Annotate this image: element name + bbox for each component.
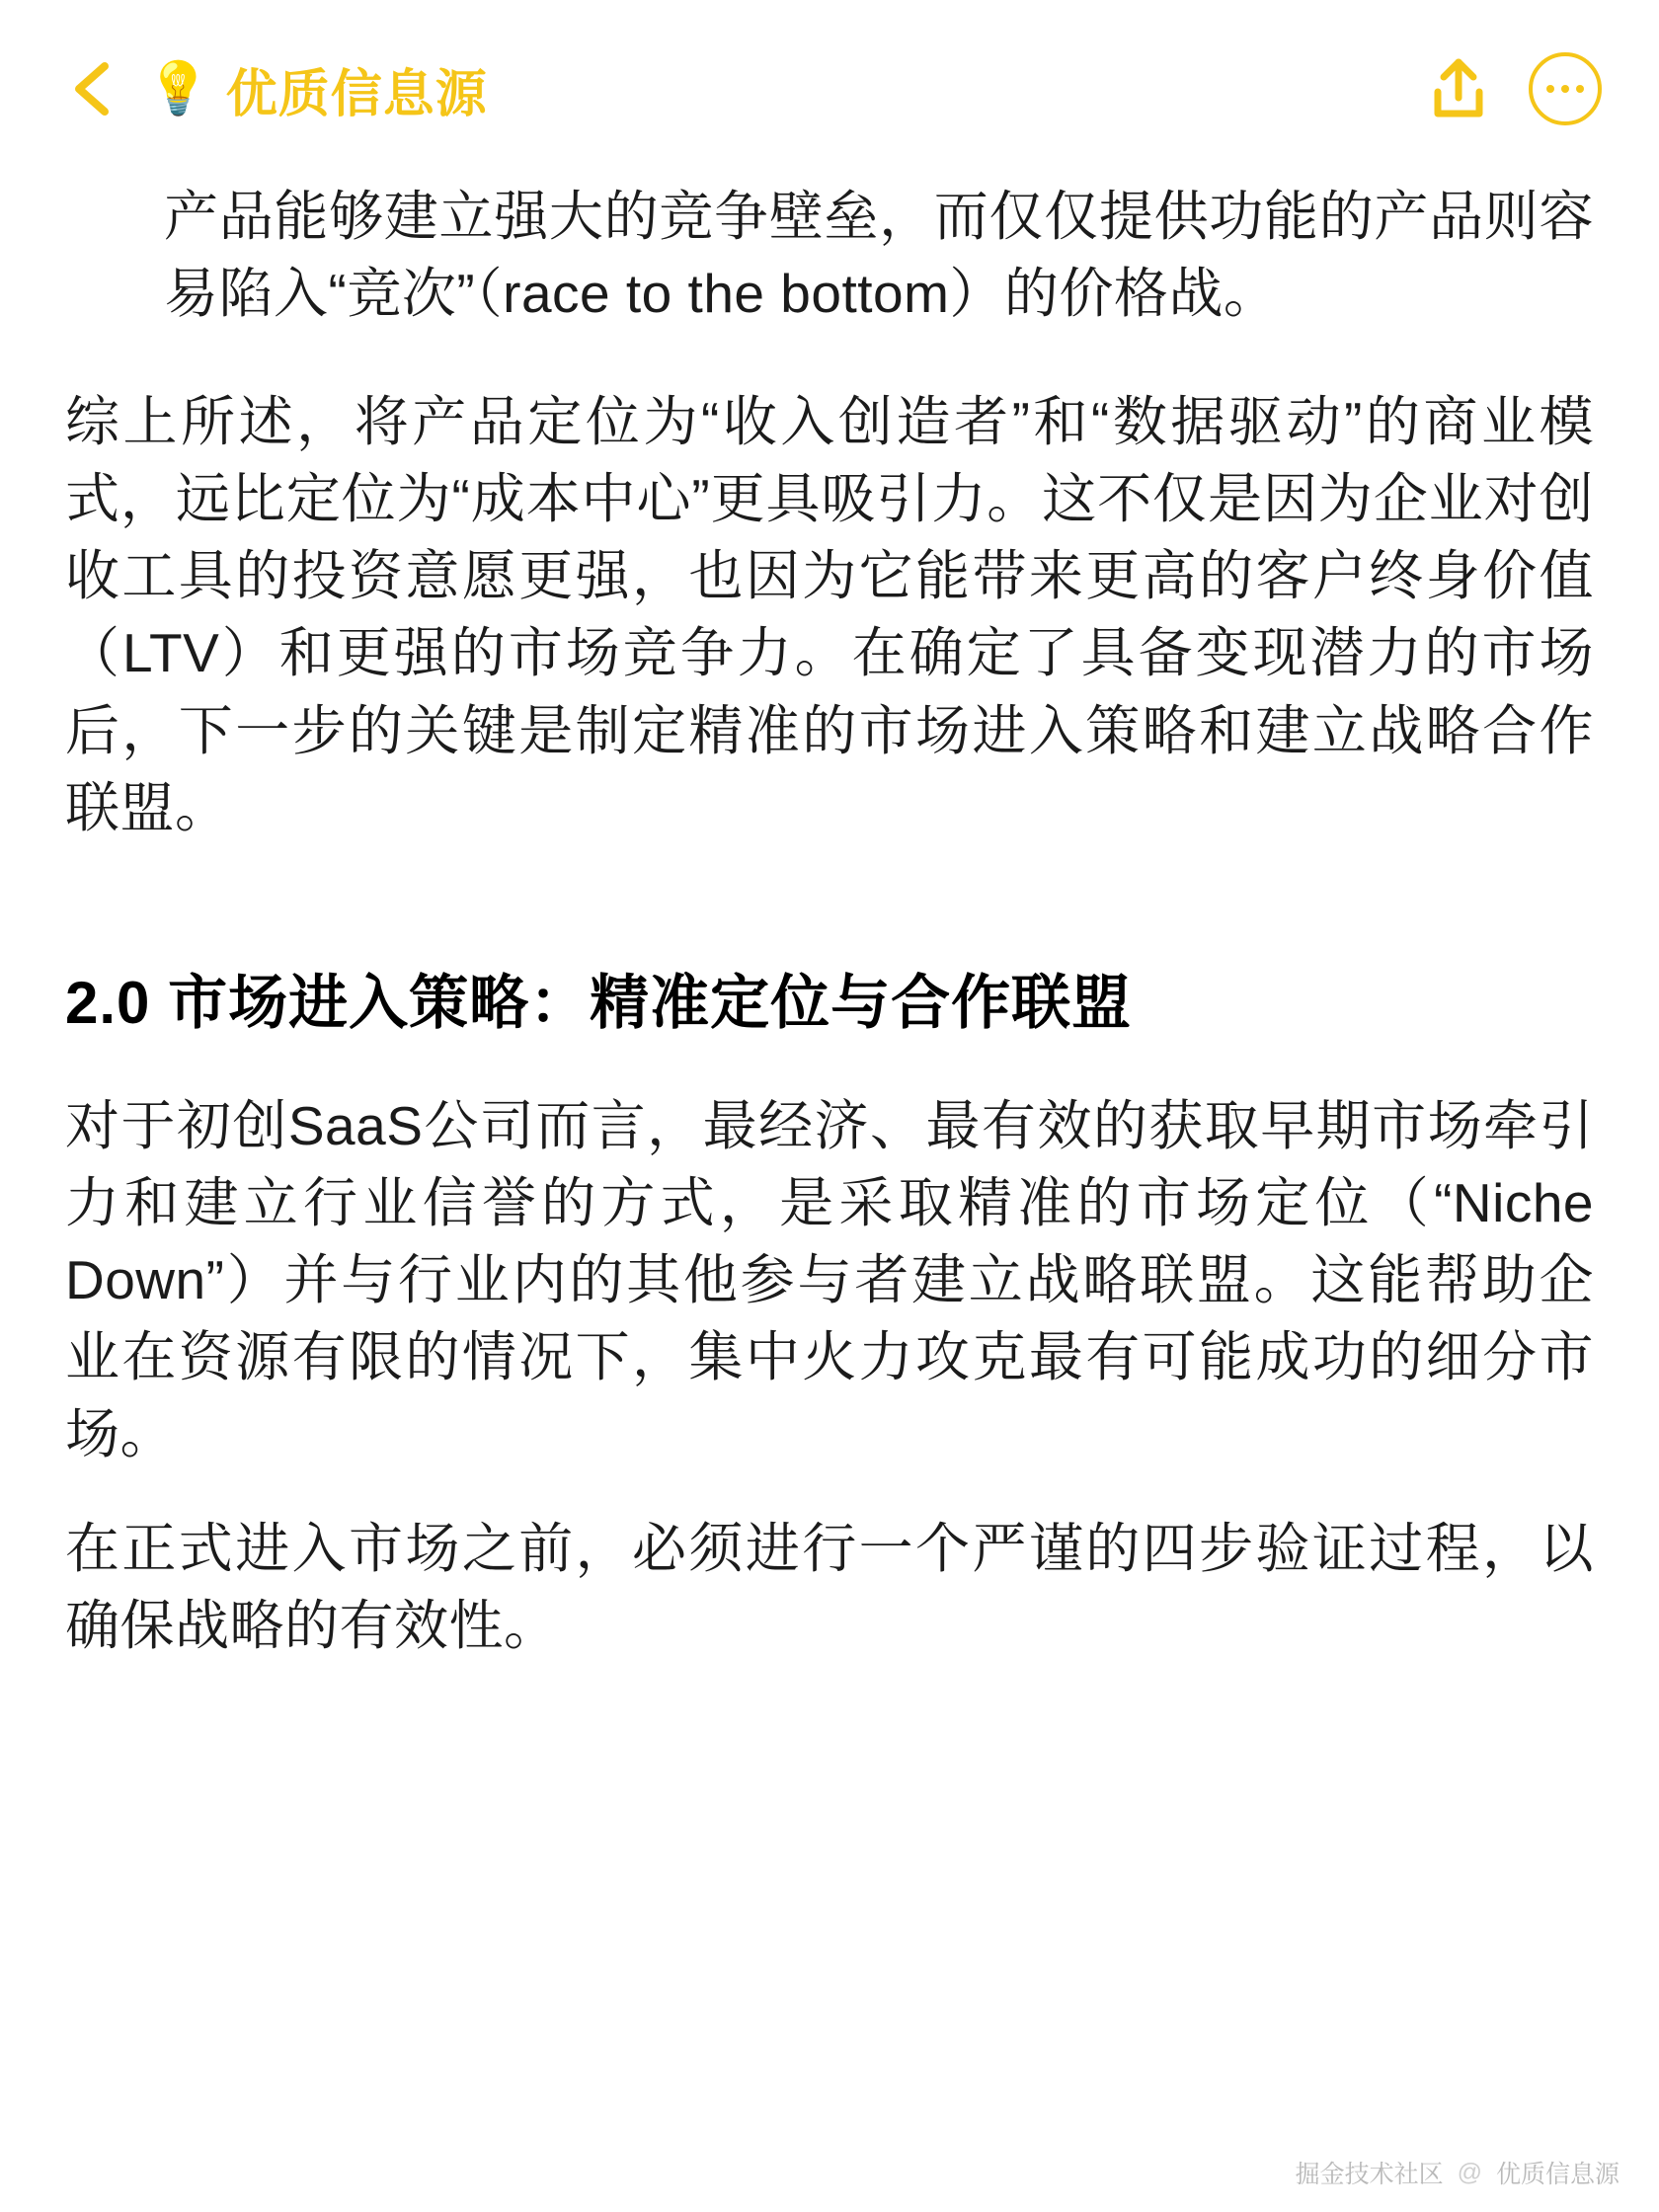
share-upload-icon[interactable] [1422,52,1495,125]
section-heading: 2.0 市场进入策略：精准定位与合作联盟 [65,969,1133,1036]
more-options-circle [1529,52,1602,125]
watermark [1296,2155,1620,2190]
more-options-icon[interactable] [1529,52,1602,125]
paragraph: 在正式进入市场之前，必须进行一个严谨的四步验证过程，以确保战略的有效性。 [65,1518,1594,1657]
paragraph: 产品能够建立强大的竞争壁垒，而仅仅提供功能的产品则容易陷入“竞次”（race to the bottom）的价格战。 [164,186,1594,325]
watermark-separator: @ [1457,2158,1482,2186]
app-header [0,0,1659,178]
watermark-source: 掘金技术社区 [1295,2161,1444,2188]
paragraph: 对于初创SaaS公司而言，最经济、最有效的获取早期市场牵引力和建立行业信誉的方式，是采取精准的市场定位（“Niche Down”）并与行业内的其他参与者建立战略联盟。这能帮助企业在资源有限的情况下，集中火力攻克最有可能成功的细分市场。 [65,1094,1594,1465]
lightbulb-icon: 💡 [146,60,210,118]
dot-1 [1546,85,1554,93]
dot-2 [1561,85,1569,93]
paragraph: 综上所述，将产品定位为“收入创造者”和“数据驱动”的商业模式，远比定位为“成本中心”更具吸引力。这不仅是因为企业对创收工具的投资意愿更强，也因为它能带来更高的客户终身价值（LTV）和更强的市场竞争力。在确定了具备变现潜力的市场后，下一步的关键是制定精准的市场进入策略和建立战略合作联盟。 [65,391,1594,838]
article-body [0,178,1659,1664]
chevron-left-icon[interactable] [65,54,120,123]
dot-3 [1576,85,1584,93]
page-title: 优质信息源 [225,65,488,123]
watermark-account: 优质信息源 [1495,2161,1620,2188]
